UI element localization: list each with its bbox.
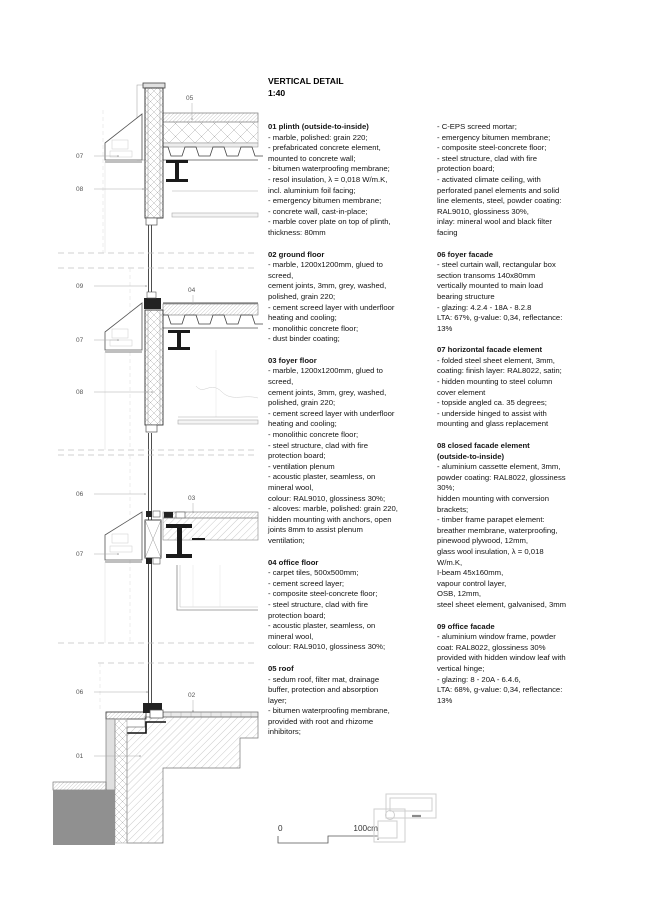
spec-line: - aluminium window frame, powder bbox=[437, 632, 556, 642]
spec-line: - glazing: 4.2.4 - 18A - 8.2.8 bbox=[437, 302, 532, 312]
spec-line: - timber frame parapet element: bbox=[437, 515, 545, 525]
spec-line: screed, bbox=[268, 270, 294, 280]
spec-line: - marble, 1200x1200mm, glued to bbox=[268, 366, 383, 376]
spec-line: - folded steel sheet element, 3mm, bbox=[437, 355, 555, 365]
spec-line: I-beam 45x160mm, bbox=[437, 568, 504, 578]
label-04-office-floor: 04 bbox=[188, 287, 196, 294]
spec-line: - cement screed layer with underfloor bbox=[268, 302, 395, 312]
spec-heading: 05 roof bbox=[268, 663, 294, 673]
spec-line: mineral wool, bbox=[268, 483, 314, 492]
key-plan bbox=[374, 794, 436, 842]
office-i-beam bbox=[168, 330, 190, 350]
spec-section bbox=[437, 345, 599, 430]
spec-line: - alcoves: marble, polished: grain 220, bbox=[268, 504, 398, 514]
spec-line: provided with root and rhizome bbox=[268, 716, 374, 726]
page-title-line1: VERTICAL DETAIL bbox=[268, 76, 344, 86]
spec-line: incl. aluminium foil facing; bbox=[268, 185, 356, 195]
spec-line: - carpet tiles, 500x500mm; bbox=[268, 568, 359, 578]
spec-line: facing bbox=[437, 227, 458, 237]
scale-bar-zero: 0 bbox=[278, 824, 283, 833]
soil-mass bbox=[53, 790, 115, 845]
spec-line: - emergency bitumen membrane; bbox=[437, 132, 551, 142]
label-08-parapet: 08 bbox=[76, 186, 84, 193]
spec-line: - glazing: 8 - 20A - 6.4.6, bbox=[437, 674, 521, 684]
spec-line: - monolithic concrete floor; bbox=[268, 323, 359, 333]
spec-line: - hidden mounting to steel column bbox=[437, 377, 553, 387]
spec-line: LTA: 67%, g-value: 0,34, reflectance: bbox=[437, 313, 563, 323]
spec-line: OSB, 12mm, bbox=[437, 589, 482, 599]
spec-line: protection board; bbox=[437, 164, 495, 174]
spec-line: - cement screed layer with underfloor bbox=[268, 408, 395, 418]
spec-section bbox=[268, 250, 430, 345]
scale-bar-max: 100cm bbox=[353, 824, 378, 833]
spec-section bbox=[268, 356, 430, 547]
spec-heading: 02 ground floor bbox=[268, 249, 325, 259]
spec-line: inhibitors; bbox=[268, 727, 301, 737]
spec-line: polished, grain 220; bbox=[268, 291, 336, 301]
spec-line: section transoms 140x80mm bbox=[437, 270, 536, 280]
spec-line: 13% bbox=[437, 695, 453, 705]
spec-line: colour: RAL9010, glossiness 30%; bbox=[268, 493, 386, 503]
spec-line: colour: RAL9010, glossiness 30%; bbox=[268, 642, 386, 652]
spec-line: - acoustic plaster, seamless, on bbox=[268, 472, 376, 482]
spec-line: 13% bbox=[437, 323, 453, 333]
spec-line: - marble, polished: grain 220; bbox=[268, 132, 368, 142]
spec-section bbox=[437, 122, 599, 239]
spec-line: pinewood plywood, 12mm, bbox=[437, 536, 529, 546]
spec-heading: 04 office floor bbox=[268, 557, 319, 567]
spec-line: breather membrane, waterproofing, bbox=[437, 525, 558, 535]
spec-line: LTA: 68%, g-value: 0,34, reflectance: bbox=[437, 685, 563, 695]
spec-line: powder coating: RAL8022, glossiness bbox=[437, 472, 566, 482]
spec-section bbox=[437, 622, 599, 707]
spec-line: - marble cover plate on top of plinth, bbox=[268, 217, 391, 227]
spec-heading: 01 plinth (outside-to-inside) bbox=[268, 122, 369, 131]
spec-column-right bbox=[437, 122, 599, 717]
spec-line: - cement screed layer; bbox=[268, 578, 345, 588]
spec-line: 30%; bbox=[437, 483, 455, 493]
spec-line: bearing structure bbox=[437, 291, 495, 301]
spec-line: mounted to concrete wall; bbox=[268, 153, 356, 163]
label-05-roof: 05 bbox=[186, 95, 194, 102]
spec-line: - sedum roof, filter mat, drainage bbox=[268, 674, 380, 684]
page-title-scale: 1:40 bbox=[268, 87, 286, 98]
spec-line: - marble, 1200x1200mm, glued to bbox=[268, 260, 383, 270]
spec-line: - steel structure, clad with fire bbox=[268, 440, 368, 450]
spec-line: coating: finish layer: RAL8022, satin; bbox=[437, 366, 562, 376]
spec-line: buffer, protection and absorption bbox=[268, 685, 379, 695]
spec-line: - ventilation plenum bbox=[268, 461, 335, 471]
spec-line: - topside angled ca. 35 degrees; bbox=[437, 398, 547, 408]
spec-line: inlay: mineral wool and black filter bbox=[437, 217, 552, 227]
spec-line: glass wool insulation, λ = 0,018 bbox=[437, 546, 544, 556]
spec-line: - aluminium cassette element, 3mm, bbox=[437, 462, 561, 472]
spec-line: - steel curtain wall, rectangular box bbox=[437, 260, 556, 270]
spec-line: - activated climate ceiling, with bbox=[437, 174, 541, 184]
spec-line: - composite steel-concrete floor; bbox=[437, 143, 547, 153]
spec-section bbox=[268, 122, 430, 239]
spec-line: - bitumen waterproofing membrane, bbox=[268, 706, 390, 716]
spec-heading: 03 foyer floor bbox=[268, 355, 317, 365]
spec-line: heating and cooling; bbox=[268, 313, 337, 323]
spec-line: thickness: 80mm bbox=[268, 227, 326, 237]
roof-i-beam bbox=[166, 160, 188, 182]
detail-foyer-floor bbox=[58, 455, 258, 643]
spec-line: hidden mounting with anchors, open bbox=[268, 514, 392, 524]
spec-heading: (outside-to-inside) bbox=[437, 451, 505, 461]
spec-line: - concrete wall, cast-in-place; bbox=[268, 206, 368, 216]
spec-line: heating and cooling; bbox=[268, 419, 337, 429]
spec-line: - resol insulation, λ = 0,018 W/m.K, bbox=[268, 174, 388, 184]
spec-line: provided with hidden window leaf with bbox=[437, 653, 566, 663]
label-07-office: 07 bbox=[76, 337, 84, 344]
spec-line: vertically mounted to main load bbox=[437, 281, 543, 291]
spec-line: hidden mounting with conversion bbox=[437, 494, 549, 503]
spec-line: - steel structure, clad with fire bbox=[268, 599, 368, 609]
label-09-office-facade: 09 bbox=[76, 283, 84, 290]
spec-heading: 08 closed facade element bbox=[437, 441, 530, 451]
spec-heading: 07 horizontal facade element bbox=[437, 345, 543, 355]
spec-line: - dust binder coating; bbox=[268, 334, 340, 344]
label-02-ground-floor: 02 bbox=[188, 692, 196, 699]
label-01-plinth: 01 bbox=[76, 753, 84, 760]
detail-office-floor bbox=[58, 268, 263, 450]
label-07-parapet: 07 bbox=[76, 153, 84, 160]
page-title bbox=[268, 76, 344, 99]
label-03-foyer-floor: 03 bbox=[188, 495, 196, 502]
spec-line: vertical hinge; bbox=[437, 663, 485, 673]
spec-heading: 09 office facade bbox=[437, 621, 495, 631]
spec-line: steel sheet element, galvanised, 3mm bbox=[437, 599, 567, 609]
spec-line: cover element bbox=[437, 387, 486, 397]
spec-section bbox=[268, 558, 430, 653]
spec-line: - emergency bitumen membrane; bbox=[268, 196, 382, 206]
spec-line: coat: RAL8022, glossiness 30% bbox=[437, 642, 546, 652]
spec-line: - bitumen waterproofing membrane; bbox=[268, 164, 390, 174]
spec-line: - prefabricated concrete element, bbox=[268, 143, 381, 153]
spec-line: line elements, steel, powder coating: bbox=[437, 196, 562, 206]
detail-roof-parapet bbox=[58, 83, 263, 253]
spec-section bbox=[268, 664, 430, 738]
spec-line: screed, bbox=[268, 377, 294, 387]
spec-line: cement joints, 3mm, grey, washed, bbox=[268, 281, 387, 291]
spec-line: ventilation; bbox=[268, 535, 305, 545]
spec-line: protection board; bbox=[268, 610, 326, 620]
spec-section bbox=[437, 441, 599, 611]
label-08-office: 08 bbox=[76, 389, 84, 396]
spec-line: brackets; bbox=[437, 504, 469, 514]
spec-line: - monolithic concrete floor; bbox=[268, 430, 359, 440]
spec-section bbox=[437, 250, 599, 335]
label-06-plinth: 06 bbox=[76, 689, 84, 696]
spec-heading: 06 foyer facade bbox=[437, 249, 493, 259]
spec-line: cement joints, 3mm, grey, washed, bbox=[268, 387, 387, 397]
spec-line: - underside hinged to assist with bbox=[437, 408, 547, 418]
spec-line: vapour control layer, bbox=[437, 578, 507, 588]
spec-line: RAL9010, glossiness 30%, bbox=[437, 206, 529, 216]
spec-line: mounting and glass replacement bbox=[437, 419, 549, 429]
spec-line: perforated panel elements and solid bbox=[437, 185, 560, 195]
spec-line: polished, grain 220; bbox=[268, 398, 336, 408]
spec-line: - acoustic plaster, seamless, on bbox=[268, 621, 376, 631]
spec-line: W/m.K, bbox=[437, 557, 463, 567]
scale-bar bbox=[278, 824, 378, 843]
spec-line: protection board; bbox=[268, 451, 326, 461]
spec-line: - C-EPS screed mortar; bbox=[437, 122, 517, 131]
label-06-foyer-facade: 06 bbox=[76, 491, 84, 498]
detail-plinth bbox=[53, 663, 258, 845]
spec-line: mineral wool, bbox=[268, 631, 314, 641]
spec-line: - steel structure, clad with fire bbox=[437, 153, 537, 163]
drawing-labels bbox=[76, 95, 196, 760]
spec-line: - composite steel-concrete floor; bbox=[268, 589, 378, 599]
label-07-foyer: 07 bbox=[76, 551, 84, 558]
spec-column-left bbox=[268, 122, 430, 749]
spec-line: layer; bbox=[268, 695, 287, 705]
spec-line: joints 8mm to assist plenum bbox=[268, 525, 363, 535]
